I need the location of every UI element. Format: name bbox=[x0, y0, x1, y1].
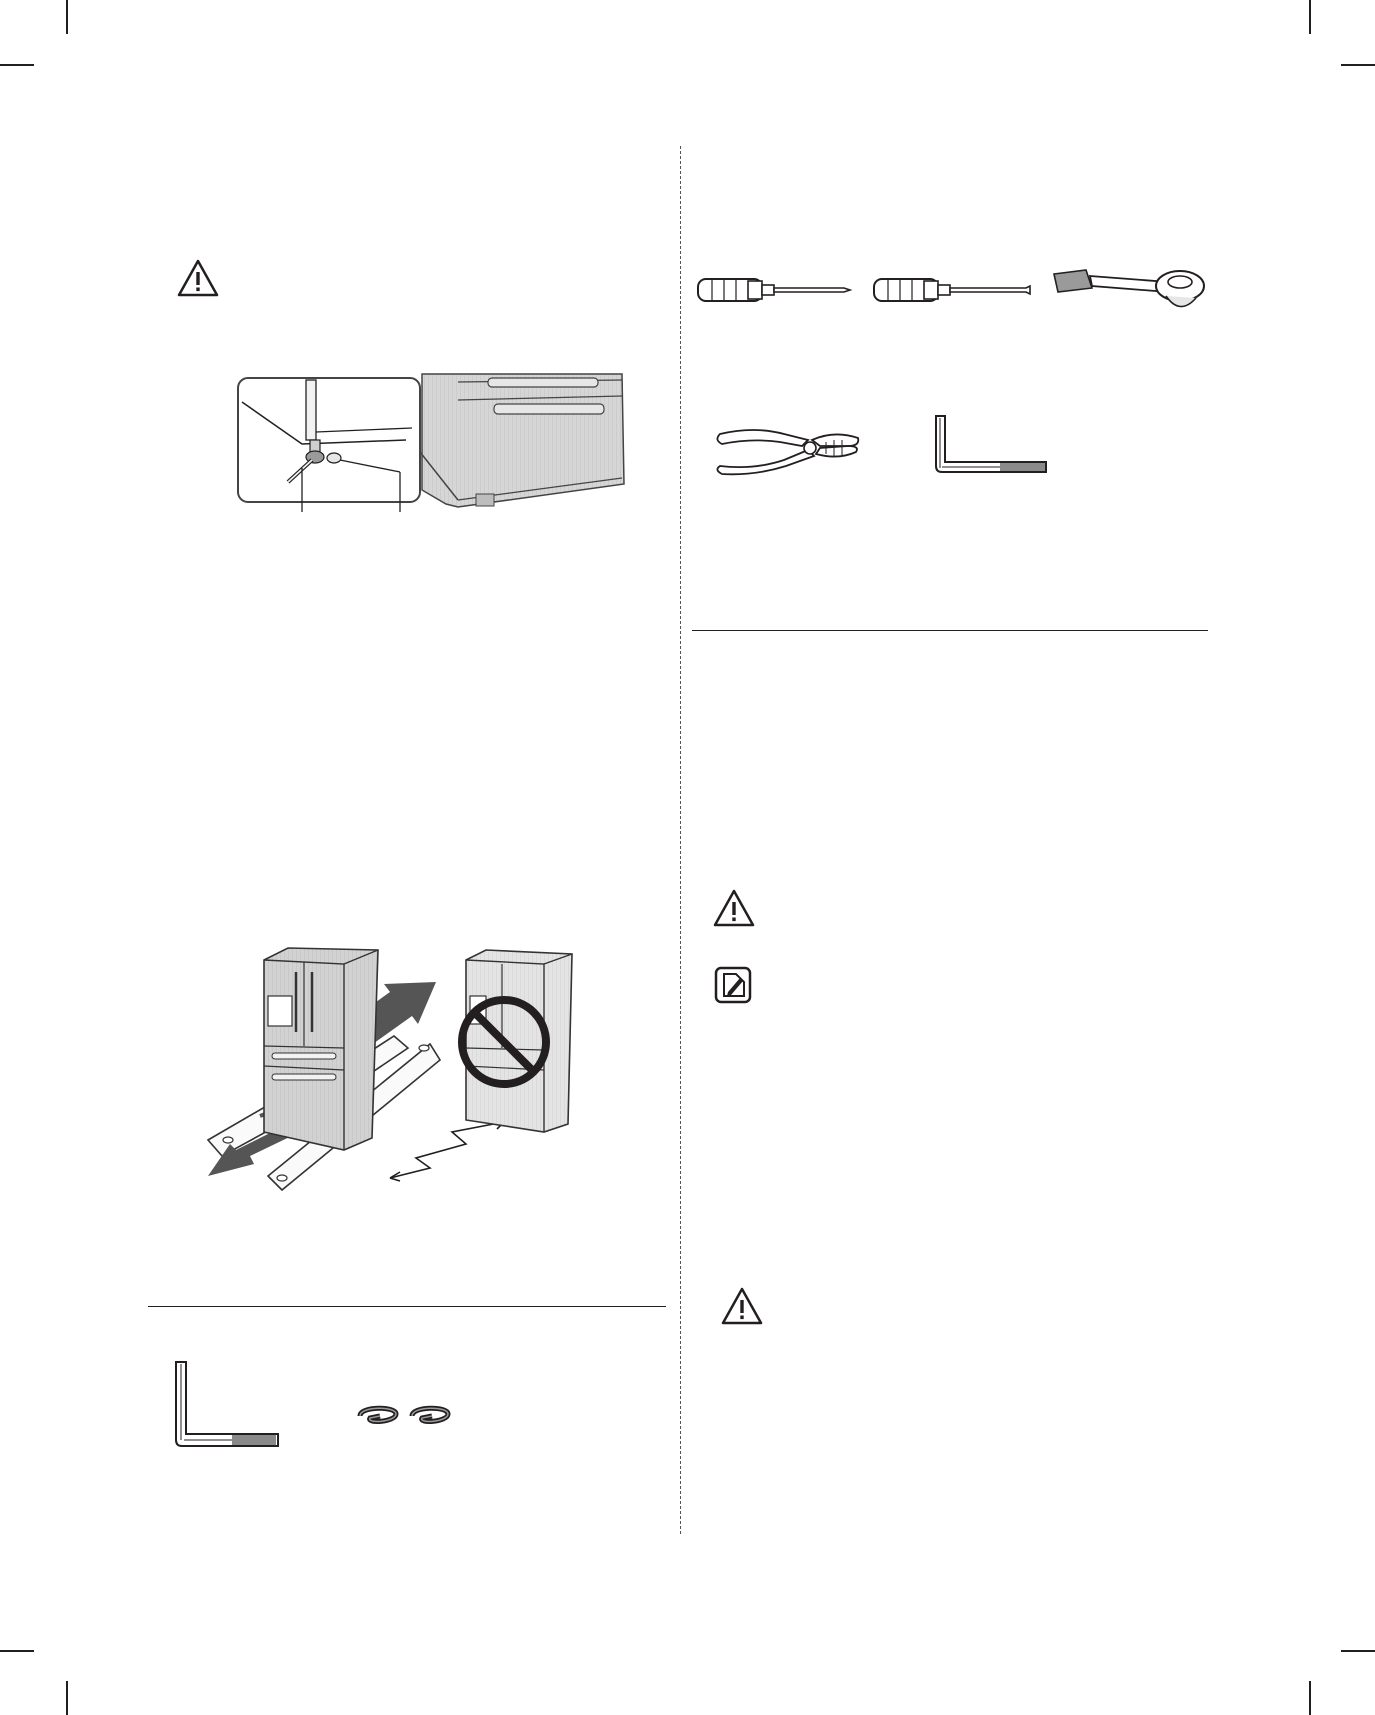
hex-wrench-figure bbox=[170, 1358, 282, 1452]
note-pencil-icon bbox=[714, 966, 752, 1004]
crop-mark bbox=[0, 64, 34, 66]
crop-mark bbox=[66, 1681, 68, 1715]
crop-mark bbox=[1309, 1681, 1311, 1715]
crop-mark bbox=[0, 1650, 34, 1652]
caution-triangle-icon bbox=[176, 258, 220, 298]
crop-mark bbox=[66, 0, 68, 34]
caution-triangle-icon bbox=[712, 888, 756, 928]
phillips-screwdriver-figure bbox=[694, 272, 854, 308]
socket-wrench-figure bbox=[1050, 262, 1210, 318]
caution-triangle-icon bbox=[720, 1286, 764, 1326]
allen-wrench-figure bbox=[930, 412, 1050, 478]
crop-mark bbox=[1309, 0, 1311, 34]
fridge-on-boards-figure bbox=[208, 936, 608, 1196]
leveling-leg-figure bbox=[236, 372, 628, 514]
column-divider bbox=[680, 146, 681, 1534]
flat-screwdriver-figure bbox=[870, 272, 1036, 308]
crop-mark bbox=[1341, 1650, 1375, 1652]
crop-mark bbox=[1341, 64, 1375, 66]
section-rule-right bbox=[692, 630, 1208, 631]
pliers-figure bbox=[714, 414, 864, 478]
section-rule-left bbox=[148, 1306, 666, 1307]
retaining-clips-figure bbox=[356, 1402, 460, 1430]
